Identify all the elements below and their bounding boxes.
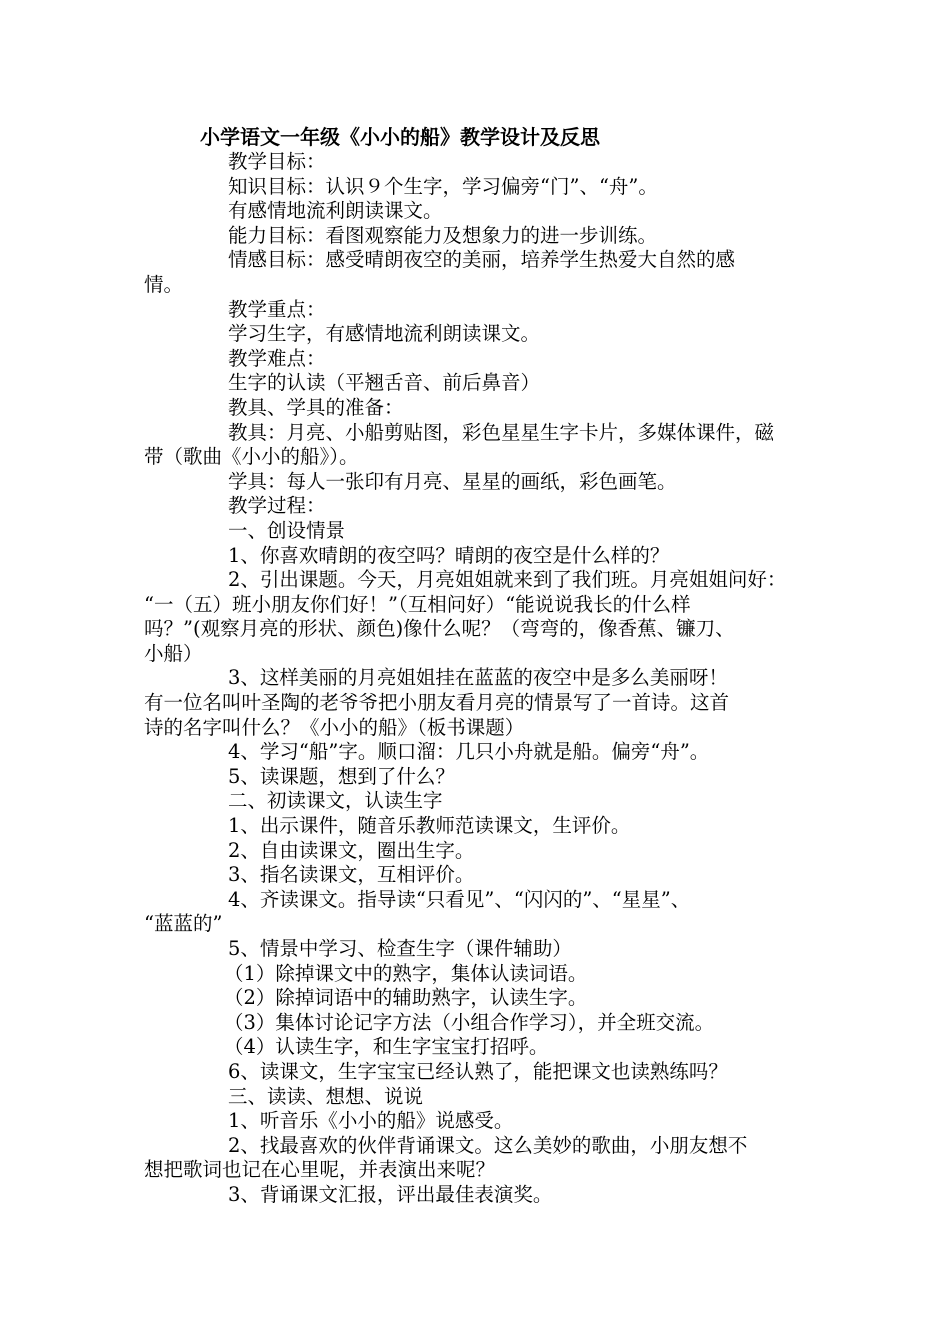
text-line: 想把歌词也记在心里呢，并表演出来呢？ [144,1158,496,1182]
text-line: （3）集体讨论记字方法（小组合作学习），并全班交流。 [224,1010,715,1034]
text-line: 吗？”(观察月亮的形状、颜色)像什么呢？（弯弯的，像香蕉、镰刀、 [144,617,735,641]
text-line: 诗的名字叫什么？《小小的船》（板书课题） [144,715,525,739]
text-line: 2、引出课题。今天，月亮姐姐就来到了我们班。月亮姐姐问好： [228,568,787,592]
text-line: “蓝蓝的” [144,912,223,936]
text-line: 带（歌曲《小小的船》）。 [144,445,359,469]
text-line: 二、初读课文，认读生字 [228,789,443,813]
text-line: 教学重点： [228,297,326,321]
text-line: 4、齐读课文。指导读“只看见”、“闪闪的”、“星星”、 [228,887,691,911]
text-line: 1、你喜欢晴朗的夜空吗？晴朗的夜空是什么样的？ [228,543,670,567]
text-line: 3、背诵课文汇报，评出最佳表演奖。 [228,1182,553,1206]
text-line: 3、指名读课文，互相评价。 [228,863,475,887]
text-line: 教学过程： [228,494,326,518]
text-line: 2、自由读课文，圈出生字。 [228,838,475,862]
text-line: 1、听音乐《小小的船》说感受。 [228,1109,514,1133]
document-title: 小学语文一年级《小小的船》教学设计及反思 [200,125,600,149]
text-line: 4、学习“船”字。顺口溜：几只小舟就是船。偏旁“舟”。 [228,740,710,764]
text-line: 教学难点： [228,346,326,370]
text-line: 教具：月亮、小船剪贴图，彩色星星生字卡片，多媒体课件，磁 [228,420,775,444]
document-body [144,150,810,1208]
text-line: 教学目标： [228,150,326,173]
text-line: 有一位名叫叶圣陶的老爷爷把小朋友看月亮的情景写了一首诗。这首 [144,691,730,715]
text-line: 3、这样美丽的月亮姐姐挂在蓝蓝的夜空中是多么美丽呀！ [228,666,728,690]
text-line: 2、找最喜欢的伙伴背诵课文。这么美妙的歌曲，小朋友想不 [228,1133,748,1157]
text-line: 情感目标：感受晴朗夜空的美丽，培养学生热爱大自然的感 [228,248,736,272]
text-line: 6、读课文，生字宝宝已经认熟了，能把课文也读熟练吗？ [228,1059,728,1083]
text-line: 1、出示课件，随音乐教师范读课文，生评价。 [228,814,631,838]
text-line: 5、情景中学习、检查生字（课件辅助） [228,937,572,960]
text-line: 知识目标：认识９个生字，学习偏旁“门”、“舟”。 [228,174,658,198]
text-line: 学习生字，有感情地流利朗读课文。 [228,322,541,346]
text-line: 生字的认读（平翘舌音、前后鼻音） [228,371,541,395]
text-line: 情。 [144,272,184,296]
text-line: 学具：每人一张印有月亮、星星的画纸，彩色画笔。 [228,469,677,493]
text-line: 能力目标：看图观察能力及想象力的进一步训练。 [228,223,658,247]
text-line: “一（五）班小朋友你们好！”（互相问好）“能说说我长的什么样 [144,592,691,616]
text-line: 有感情地流利朗读课文。 [228,199,443,223]
text-line: 三、读读、想想、说说 [228,1084,424,1108]
text-line: （4）认读生字，和生字宝宝打招呼。 [224,1035,549,1059]
text-line: 一、创设情景 [228,518,346,542]
text-line: 小船） [144,641,203,665]
text-line: 5、读课题，想到了什么？ [228,764,455,788]
text-line: （1）除掉课文中的熟字，集体认读词语。 [224,961,588,985]
text-line: 教具、学具的准备： [228,395,404,419]
text-line: （2）除掉词语中的辅助熟字，认读生字。 [224,986,588,1010]
